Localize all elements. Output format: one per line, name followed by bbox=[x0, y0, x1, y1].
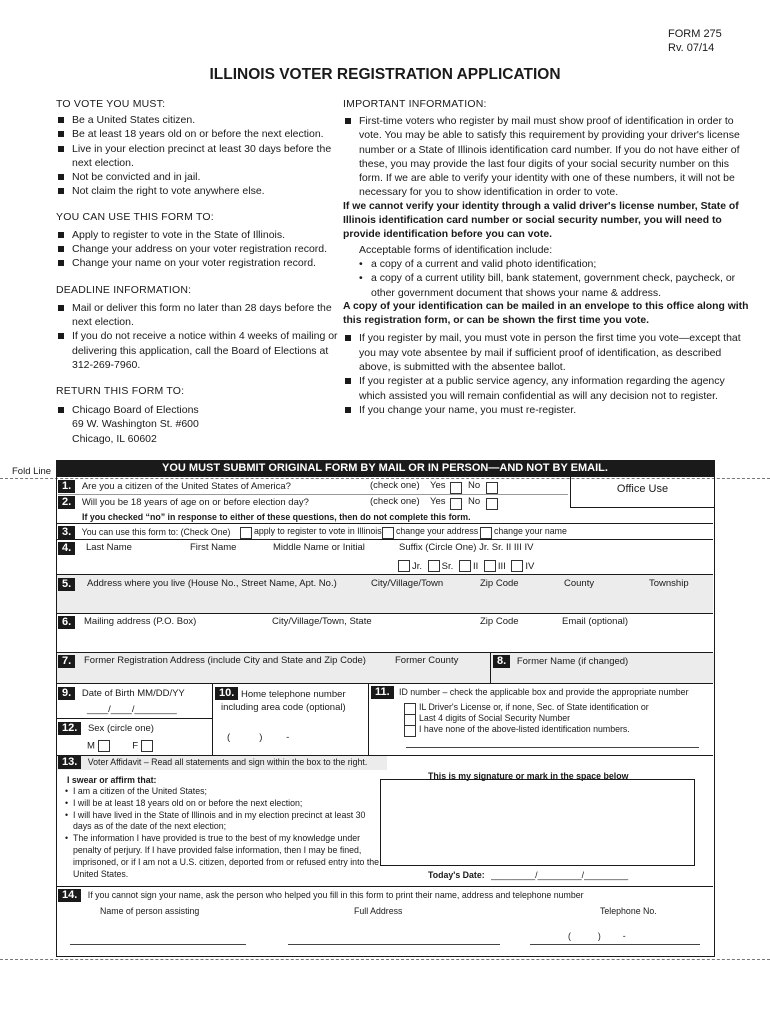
important-heading: IMPORTANT INFORMATION: bbox=[343, 98, 487, 110]
acceptable-id-label: Acceptable forms of identification include: bbox=[359, 243, 553, 256]
deadline-heading: DEADLINE INFORMATION: bbox=[56, 283, 192, 296]
list-item: If you change your name, you must re-register. bbox=[343, 403, 753, 417]
former-name-label: Former Name (if changed) bbox=[516, 656, 629, 667]
return-address bbox=[56, 403, 341, 446]
list-item: Be a United States citizen. bbox=[56, 113, 341, 127]
fold-line-label: Fold Line bbox=[12, 466, 52, 477]
former-address-field[interactable] bbox=[57, 653, 490, 683]
to-vote-heading: TO VOTE YOU MUST: bbox=[56, 98, 166, 110]
middle-name-label: Middle Name or Initial bbox=[273, 542, 365, 553]
birth-date-blank: ____/____/________ bbox=[87, 704, 177, 715]
sex-field bbox=[57, 719, 212, 755]
township-label: Township bbox=[649, 578, 689, 589]
birth-date-label: Date of Birth MM/DD/YY bbox=[81, 688, 185, 699]
question-citizen bbox=[58, 480, 568, 495]
id-number-field bbox=[368, 684, 713, 755]
affidavit-list bbox=[65, 786, 383, 880]
suffix-options bbox=[398, 560, 538, 572]
home-address-label: Address where you live (House No., Street Name, Apt. No.) bbox=[87, 578, 337, 589]
purpose-register-label: apply to register to vote in Illinois bbox=[254, 526, 382, 536]
question-age bbox=[58, 496, 568, 510]
list-item: • a copy of a current and valid photo identification; bbox=[343, 257, 753, 271]
return-line: Chicago Board of Elections 69 W. Washington St. #600 Chicago, IL 60602 bbox=[56, 403, 341, 446]
list-item: Not be convicted and in jail. bbox=[56, 170, 341, 184]
citizen-yes-checkbox[interactable] bbox=[450, 482, 462, 494]
suffix-sr-label: Sr. bbox=[441, 560, 454, 572]
county-label: County bbox=[564, 578, 595, 589]
question-number: 14. bbox=[58, 889, 81, 902]
question-number: 4. bbox=[58, 542, 75, 555]
list-item: Be at least 18 years old on or before the next election. bbox=[56, 127, 341, 141]
citizen-yes-label: Yes bbox=[430, 480, 446, 491]
assistant-name-input-line[interactable] bbox=[70, 944, 246, 945]
left-info-column bbox=[56, 98, 341, 446]
sex-m-checkbox[interactable] bbox=[98, 740, 110, 752]
suffix-iv-label: IV bbox=[525, 560, 535, 572]
list-item: First-time voters who register by mail must show proof of identification in order to vote. You may be able to satisfy this requirement by providing your driver's license number or a State of Illinois identification card number. If you do not have either of these, you may provide the last four digits of your social security number on this form. If we are able to verify your identity with one of these numbers, it will not be necessary for you to show identification in order to vote. bbox=[343, 114, 753, 200]
purpose-address-checkbox[interactable] bbox=[382, 527, 394, 539]
assistant-phone-label: Telephone No. bbox=[600, 906, 657, 916]
assistant-phone-input-line[interactable] bbox=[530, 944, 700, 945]
suffix-ii-checkbox[interactable] bbox=[459, 560, 471, 572]
sex-f-label: F bbox=[132, 740, 139, 752]
question-number: 2. bbox=[58, 496, 75, 509]
check-one-label: (check one) bbox=[370, 496, 420, 507]
list-item: • I will be at least 18 years old on or before the next election; bbox=[65, 797, 303, 808]
bottom-fold-line bbox=[0, 959, 770, 960]
id-none-label: I have none of the above-listed identification numbers. bbox=[419, 724, 630, 734]
assistant-phone-blank: ( ) - bbox=[568, 931, 626, 941]
list-item: • a copy of a current utility bill, bank statement, government check, paycheck, or other government document that shows your name & address. bbox=[343, 271, 753, 300]
citizen-no-label: No bbox=[468, 480, 481, 491]
form-revision: Rv. 07/14 bbox=[668, 42, 715, 54]
id-number-label: ID number – check the applicable box and provide the appropriate number bbox=[399, 687, 689, 697]
list-item: Not claim the right to vote anywhere else. bbox=[56, 184, 341, 198]
assistant-heading-text: If you cannot sign your name, ask the person who helped you fill in this form to print their name, address and telephone number bbox=[87, 890, 584, 900]
age-yes-checkbox[interactable] bbox=[450, 498, 462, 510]
sex-m-label: M bbox=[87, 740, 95, 752]
question-number: 6. bbox=[58, 616, 75, 629]
mailing-city-label: City/Village/Town, State bbox=[272, 616, 372, 627]
id-ssn-label: Last 4 digits of Social Security Number bbox=[419, 713, 571, 723]
list-item: If you do not receive a notice within 4 weeks of mailing or delivering this application, call the Board of Elections at 312-269-7960. bbox=[56, 329, 341, 372]
sex-f-checkbox[interactable] bbox=[141, 740, 153, 752]
question-citizen-text: Are you a citizen of the United States of America? bbox=[81, 481, 291, 492]
age-no-label: No bbox=[468, 496, 481, 507]
question-number: 11. bbox=[371, 686, 394, 699]
mailing-zip-label: Zip Code bbox=[480, 616, 519, 627]
todays-date-field[interactable] bbox=[428, 870, 628, 880]
deadline-list bbox=[56, 301, 341, 372]
assistant-name-label: Name of person assisting bbox=[100, 906, 200, 916]
question-purpose bbox=[58, 526, 712, 539]
first-name-label: First Name bbox=[190, 542, 237, 553]
important-list bbox=[343, 114, 753, 200]
former-name-field[interactable] bbox=[490, 653, 714, 683]
assistant-heading bbox=[58, 889, 712, 902]
former-address-label: Former Registration Address (include City and State and Zip Code) bbox=[84, 655, 366, 666]
use-form-heading: YOU CAN USE THIS FORM TO: bbox=[56, 210, 214, 223]
question-name bbox=[58, 542, 712, 556]
check-one-label: (check one) bbox=[370, 480, 420, 491]
list-item: Mail or deliver this form no later than 28 days before the next election. bbox=[56, 301, 341, 330]
list-item: If you register by mail, you must vote in person the first time you vote—except that you may vote absentee by mail if sufficient proof of identification, as described above, is submitted with the absentee ballot. bbox=[343, 331, 753, 374]
former-county-label: Former County bbox=[395, 655, 459, 666]
suffix-jr-checkbox[interactable] bbox=[398, 560, 410, 572]
address-field[interactable] bbox=[57, 575, 713, 613]
suffix-iii-label: III bbox=[497, 560, 506, 572]
submission-banner: YOU MUST SUBMIT ORIGINAL FORM BY MAIL OR IN PERSON—AND NOT BY EMAIL. bbox=[56, 460, 714, 477]
question-number: 13. bbox=[58, 756, 81, 769]
suffix-ii-label: II bbox=[472, 560, 479, 572]
question-number: 7. bbox=[58, 655, 75, 668]
acceptable-id-list bbox=[343, 257, 753, 300]
office-use-box bbox=[570, 477, 714, 508]
affidavit-heading bbox=[57, 756, 387, 770]
id-none-checkbox[interactable] bbox=[404, 725, 416, 737]
question-age-text: Will you be 18 years of age on or before election day? bbox=[81, 497, 309, 508]
list-item: • I will have lived in the State of Illinois and in my election precinct at least 30 days as of the date of the next election; bbox=[65, 809, 366, 832]
list-item: Live in your election precinct at least 30 days before the next election. bbox=[56, 142, 341, 171]
todays-date-label: Today's Date: bbox=[428, 870, 485, 880]
divider bbox=[57, 886, 713, 887]
purpose-name-label: change your name bbox=[494, 526, 567, 536]
assistant-address-input-line[interactable] bbox=[288, 944, 500, 945]
divider bbox=[57, 539, 713, 540]
list-item: If you register at a public service agency, any information regarding the agency which assisted you will remain confidential as will any decision not to register. bbox=[343, 374, 753, 403]
sex-options bbox=[87, 740, 153, 752]
last-name-label: Last Name bbox=[86, 542, 132, 553]
id-number-input-line[interactable] bbox=[406, 747, 699, 748]
signature-box[interactable] bbox=[380, 779, 695, 866]
question-number: 10. bbox=[215, 687, 238, 700]
to-vote-list bbox=[56, 113, 341, 199]
office-use-label: Office Use bbox=[616, 483, 669, 495]
age-no-checkbox[interactable] bbox=[486, 498, 498, 510]
list-item: • The information I have provided is true to the best of my knowledge under penalty of perjury. If I have provided false information, then I may be fined, imprisoned, or if I am not a U.S. citizen, deported from or refused entry into the United States. bbox=[65, 833, 380, 879]
list-item: Change your address on your voter registration record. bbox=[56, 242, 341, 256]
list-item: Change your name on your voter registration record. bbox=[56, 256, 341, 270]
return-heading: RETURN THIS FORM TO: bbox=[56, 385, 185, 398]
form-number: FORM 275 bbox=[668, 28, 722, 40]
voter-affidavit bbox=[57, 756, 387, 886]
question-number: 1. bbox=[58, 480, 75, 493]
purpose-address-label: change your address bbox=[396, 526, 479, 536]
suffix-jr-label: Jr. bbox=[412, 560, 423, 572]
purpose-name-checkbox[interactable] bbox=[480, 527, 492, 539]
signature-label: This is my signature or mark in the space below bbox=[428, 771, 629, 781]
mailing-address-label: Mailing address (P.O. Box) bbox=[84, 616, 197, 627]
list-item: Apply to register to vote in the State of Illinois. bbox=[56, 228, 341, 242]
question-number: 8. bbox=[493, 655, 510, 668]
question-number: 5. bbox=[58, 578, 75, 591]
city-label: City/Village/Town bbox=[371, 578, 444, 589]
suffix-iii-checkbox[interactable] bbox=[484, 560, 496, 572]
swear-label: I swear or affirm that: bbox=[67, 775, 157, 785]
suffix-iv-checkbox[interactable] bbox=[511, 560, 523, 572]
mail-id-notice: A copy of your identification can be mailed in an envelope to this office along with this registration form, or can be shown the first time you vote. bbox=[343, 300, 749, 327]
home-phone-label: Home telephone number including area code (optional) bbox=[221, 689, 346, 713]
suffix-sr-checkbox[interactable] bbox=[428, 560, 440, 572]
age-yes-label: Yes bbox=[430, 496, 446, 507]
home-phone-blank: ( ) - bbox=[227, 732, 290, 743]
sex-label: Sex (circle one) bbox=[87, 723, 154, 734]
question-number: 9. bbox=[58, 687, 75, 700]
question-number: 12. bbox=[58, 722, 81, 735]
page-title: ILLINOIS VOTER REGISTRATION APPLICATION bbox=[209, 66, 561, 83]
form-header-meta bbox=[668, 27, 728, 55]
id-license-label: IL Driver's License or, if none, Sec. of State identification or bbox=[419, 702, 649, 712]
assistant-address-label: Full Address bbox=[354, 906, 403, 916]
eligibility-note: If you checked “no” in response to either of these questions, then do not complete this form. bbox=[82, 512, 471, 522]
zip-label: Zip Code bbox=[480, 578, 519, 589]
important-info-column bbox=[343, 98, 753, 417]
mailing-address-field[interactable] bbox=[57, 614, 713, 652]
divider bbox=[57, 523, 713, 524]
birth-date-field[interactable] bbox=[57, 684, 212, 718]
question-purpose-text: You can use this form to: (Check One) bbox=[81, 527, 231, 537]
list-item: • I am a citizen of the United States; bbox=[65, 786, 207, 796]
todays-date-blank: _________/_________/_________ bbox=[491, 870, 629, 880]
home-phone-field[interactable] bbox=[212, 684, 369, 755]
verify-notice: If we cannot verify your identity through a valid driver's license number, State of Illinois identification card number or social security number, you will need to provide identification before you can vote. bbox=[343, 200, 739, 241]
more-info-list bbox=[343, 331, 753, 417]
citizen-no-checkbox[interactable] bbox=[486, 482, 498, 494]
use-form-list bbox=[56, 228, 341, 271]
email-label: Email (optional) bbox=[562, 616, 628, 627]
affidavit-heading-text: Voter Affidavit – Read all statements and sign within the box to the right. bbox=[87, 757, 368, 767]
suffix-label: Suffix (Circle One) Jr. Sr. II III IV bbox=[399, 542, 534, 553]
purpose-register-checkbox[interactable] bbox=[240, 527, 252, 539]
question-number: 3. bbox=[58, 526, 75, 539]
